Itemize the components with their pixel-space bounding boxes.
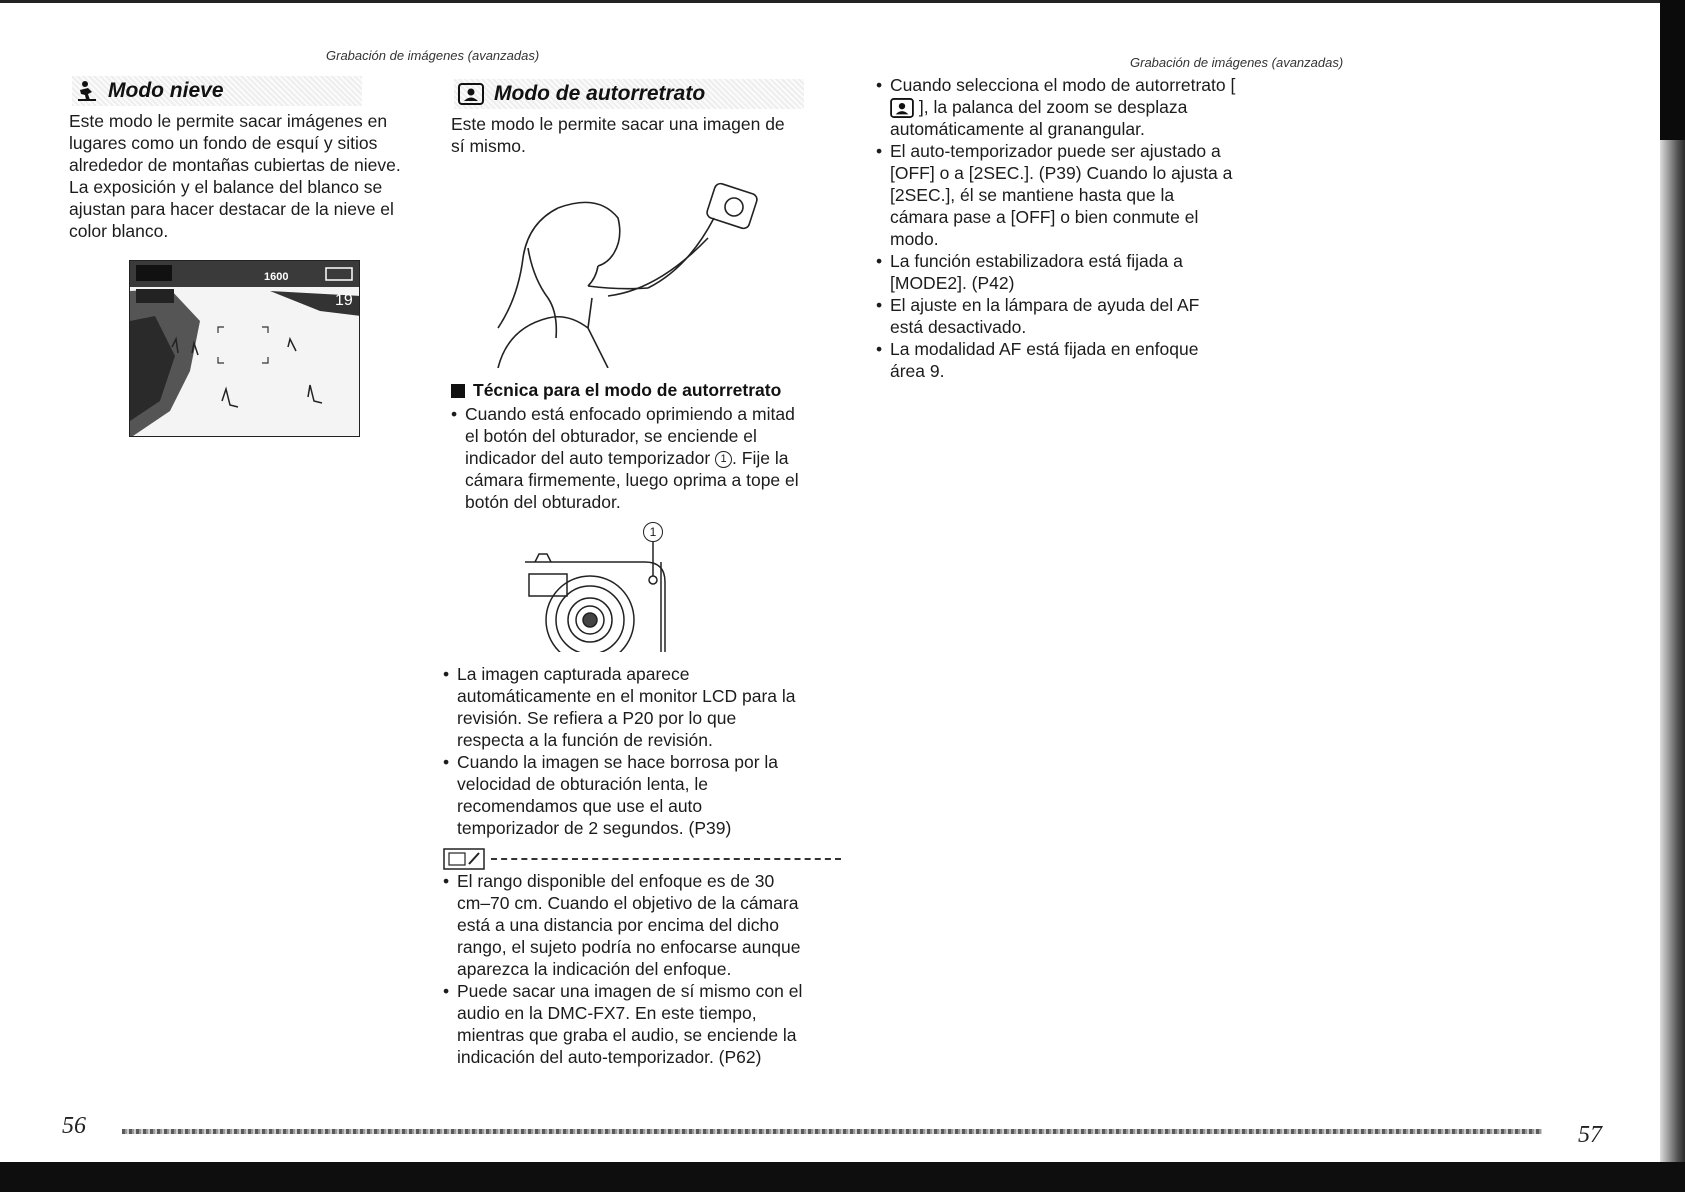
page-number-left: 56 bbox=[62, 1113, 86, 1139]
list-item: • El ajuste en la lámpara de ayuda del AF está desactivado. bbox=[876, 294, 1236, 338]
list-item: • Cuando está enfocado oprimiendo a mitad el botón del obturador, se enciende el indicador del auto temporizador 1 . Fije la cámara firmemente, luego oprima a tope el botón del obturador. bbox=[451, 403, 806, 513]
review-notes-list bbox=[443, 663, 808, 839]
self-portrait-title: Modo de autorretrato bbox=[454, 79, 804, 109]
running-head-left: Grabación de imágenes (avanzadas) bbox=[326, 48, 540, 63]
running-head-right: Grabación de imágenes (avanzadas) bbox=[1130, 55, 1344, 70]
snow-mode-description: Este modo le permite sacar imágenes en lugares como un fondo de esquí y sitios alrededor de montañas cubiertas de nieve. La exposición y el balance del blanco se ajustan para hacer destacar de la nieve el color blanco. bbox=[69, 111, 401, 241]
list-item: • Cuando selecciona el modo de autorretrato [ ], la palanca del zoom se desplaza automáticamente al granangular. bbox=[876, 74, 1236, 140]
note-separator bbox=[443, 848, 841, 870]
snow-scene-screen bbox=[129, 260, 360, 437]
snow-mode-icon bbox=[76, 80, 98, 102]
footer-rule bbox=[122, 1129, 1542, 1134]
note-icon bbox=[443, 848, 485, 870]
camera-front-illustration bbox=[525, 542, 685, 652]
heading-marker bbox=[451, 384, 465, 398]
page-number-right: 57 bbox=[1578, 1122, 1602, 1148]
list-item: • El auto-temporizador puede ser ajustado a [OFF] o a [2SEC.]. (P39) Cuando lo ajusta a [2SEC.], él se mantiene hasta que la cámara pase a [OFF] o bien conmute el modo. bbox=[876, 140, 1236, 250]
snow-scene-illustration bbox=[130, 261, 360, 437]
self-portrait-mode-icon bbox=[458, 83, 484, 105]
list-item: • La función estabilizadora está fijada a [MODE2]. (P42) bbox=[876, 250, 1236, 294]
self-portrait-mode-icon bbox=[890, 98, 914, 118]
list-item: • Puede sacar una imagen de sí mismo con el audio en la DMC-FX7. En este tiempo, mientras que graba el audio, se enciende la indicación del auto-temporizador. (P62) bbox=[443, 980, 808, 1068]
callout-marker: 1 bbox=[715, 451, 732, 468]
iso-readout: 1600 bbox=[264, 271, 289, 283]
dashed-rule bbox=[491, 858, 841, 860]
snow-mode-title: Modo nieve bbox=[72, 76, 362, 106]
page-edge-shadow bbox=[1660, 0, 1685, 1162]
shot-count: 19 bbox=[335, 292, 353, 309]
technique-heading: Técnica para el modo de autorretrato bbox=[451, 380, 781, 401]
self-portrait-settings-list bbox=[876, 74, 1236, 382]
scan-bottom-edge bbox=[0, 1162, 1685, 1192]
page-edge-dark bbox=[1660, 0, 1685, 140]
list-item: • La modalidad AF está fijada en enfoque área 9. bbox=[876, 338, 1236, 382]
technique-list bbox=[451, 403, 806, 513]
self-portrait-description: Este modo le permite sacar una imagen de sí mismo. bbox=[451, 114, 785, 156]
note-list bbox=[443, 870, 808, 1068]
list-item: • El rango disponible del enfoque es de 30 cm–70 cm. Cuando el objetivo de la cámara está a una distancia por encima del dicho rango, el sujeto podría no enfocarse aunque aparezca la indicación del enfoque. bbox=[443, 870, 808, 980]
top-edge bbox=[0, 0, 1685, 3]
list-item: • La imagen capturada aparece automáticamente en el monitor LCD para la revisión. Se refiera a P20 por lo que respecta a la función de revisión. bbox=[443, 663, 808, 751]
self-portrait-illustration bbox=[488, 178, 778, 368]
list-item: • Cuando la imagen se hace borrosa por la velocidad de obturación lenta, le recomendamos que use el auto temporizador de 2 segundos. (P39) bbox=[443, 751, 808, 839]
callout-number: 1 bbox=[643, 522, 663, 542]
